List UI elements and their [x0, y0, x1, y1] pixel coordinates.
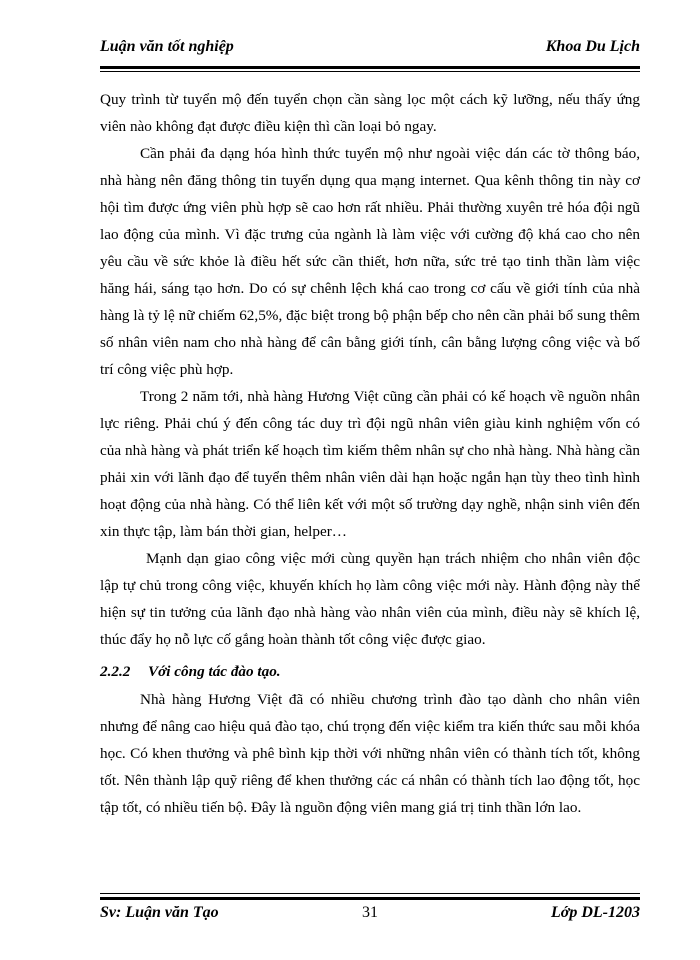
footer-rule-thin	[100, 893, 640, 894]
paragraph-training: Nhà hàng Hương Việt đã có nhiều chương trình đào tạo dành cho nhân viên nhưng để nâng cao hiệu quả đào tạo, chú trọng đến việc kiểm tra kiến thức sau mỗi khóa học. Có khen thưởng và phê bình kịp thời với những nhân viên có thành tích tốt, không tốt. Nên thành lập quỹ riêng để khen thưởng các cá nhân có thành tích lao động tốt, học tập tốt, có nhiều tiến bộ. Đây là nguồn động viên mang giá trị tinh thần lớn lao.	[100, 691, 640, 816]
header-faculty: Khoa Du Lịch	[545, 38, 640, 55]
body-lower	[100, 686, 640, 821]
header-thesis-title: Luận văn tốt nghiệp	[100, 38, 234, 55]
paragraph-delegation: Mạnh dạn giao công việc mới cùng quyền hạn trách nhiệm cho nhân viên độc lập tự chủ trong công việc, khuyến khích họ làm công việc mới này. Hành động này thể hiện sự tin tưởng của lãnh đạo nhà hàng vào nhân viên của mình, điều này sẽ khích lệ, thúc đẩy họ nỗ lực cố gắng hoàn thành tốt công việc được giao.	[100, 550, 640, 648]
footer-rule-thick	[100, 897, 640, 900]
footer-student: Sv: Luận văn Tạo	[100, 904, 219, 921]
section-heading	[100, 663, 281, 681]
footer-class: Lớp DL-1203	[550, 904, 640, 921]
paragraph-hr-plan: Trong 2 năm tới, nhà hàng Hương Việt cũng cần phải có kế hoạch về nguồn nhân lực riêng. Phải chú ý đến công tác duy trì đội ngũ nhân viên giàu kinh nghiệm vốn có của nhà hàng và phát triển kế hoạch tìm kiếm thêm nhân sự cho nhà hàng. Nhà hàng cần phải xin với lãnh đạo để tuyển thêm nhân viên dài hạn hoặc ngắn hạn tùy theo tình hình hoạt động của nhà hàng. Có thể liên kết với một số trường dạy nghề, nhận sinh viên đến xin thực tập, làm bán thời gian, helper…	[100, 388, 640, 540]
page-header	[100, 38, 640, 66]
paragraph-screening: Quy trình từ tuyển mộ đến tuyển chọn cần sàng lọc một cách kỹ lưỡng, nếu thấy ứng viên nào không đạt được điều kiện thì cần loại bỏ ngay.	[100, 91, 640, 135]
section-number: 2.2.2	[100, 663, 131, 680]
header-rule-thin	[100, 71, 640, 72]
paragraph-recruitment: Cần phải đa dạng hóa hình thức tuyển mộ như ngoài việc dán các tờ thông báo, nhà hàng nên đăng thông tin tuyển dụng qua mạng internet. Qua kênh thông tin này cơ hội tìm được ứng viên phù hợp sẽ cao hơn rất nhiều. Phải thường xuyên trẻ hóa đội ngũ lao động của mình. Vì đặc trưng của ngành là làm việc với cường độ khá cao cho nên yêu cầu về sức khỏe là điều hết sức cần thiết, hơn nữa, sức trẻ tạo tinh thần làm việc hăng hái, sáng tạo hơn. Do có sự chênh lệch khá cao trong cơ cấu về giới tính của nhà hàng là tỷ lệ nữ chiếm 62,5%, đặc biệt trong bộ phận bếp cho nên cần phải bổ sung thêm số nhân viên nam cho nhà hàng để cân bằng giới tính, cân bằng lượng công việc và bố trí công việc phù hợp.	[100, 145, 640, 378]
page-number: 31	[362, 904, 378, 921]
body-upper	[100, 86, 640, 653]
page-footer	[100, 904, 640, 928]
section-title: Với công tác đào tạo.	[148, 663, 281, 680]
header-rule-thick	[100, 66, 640, 69]
